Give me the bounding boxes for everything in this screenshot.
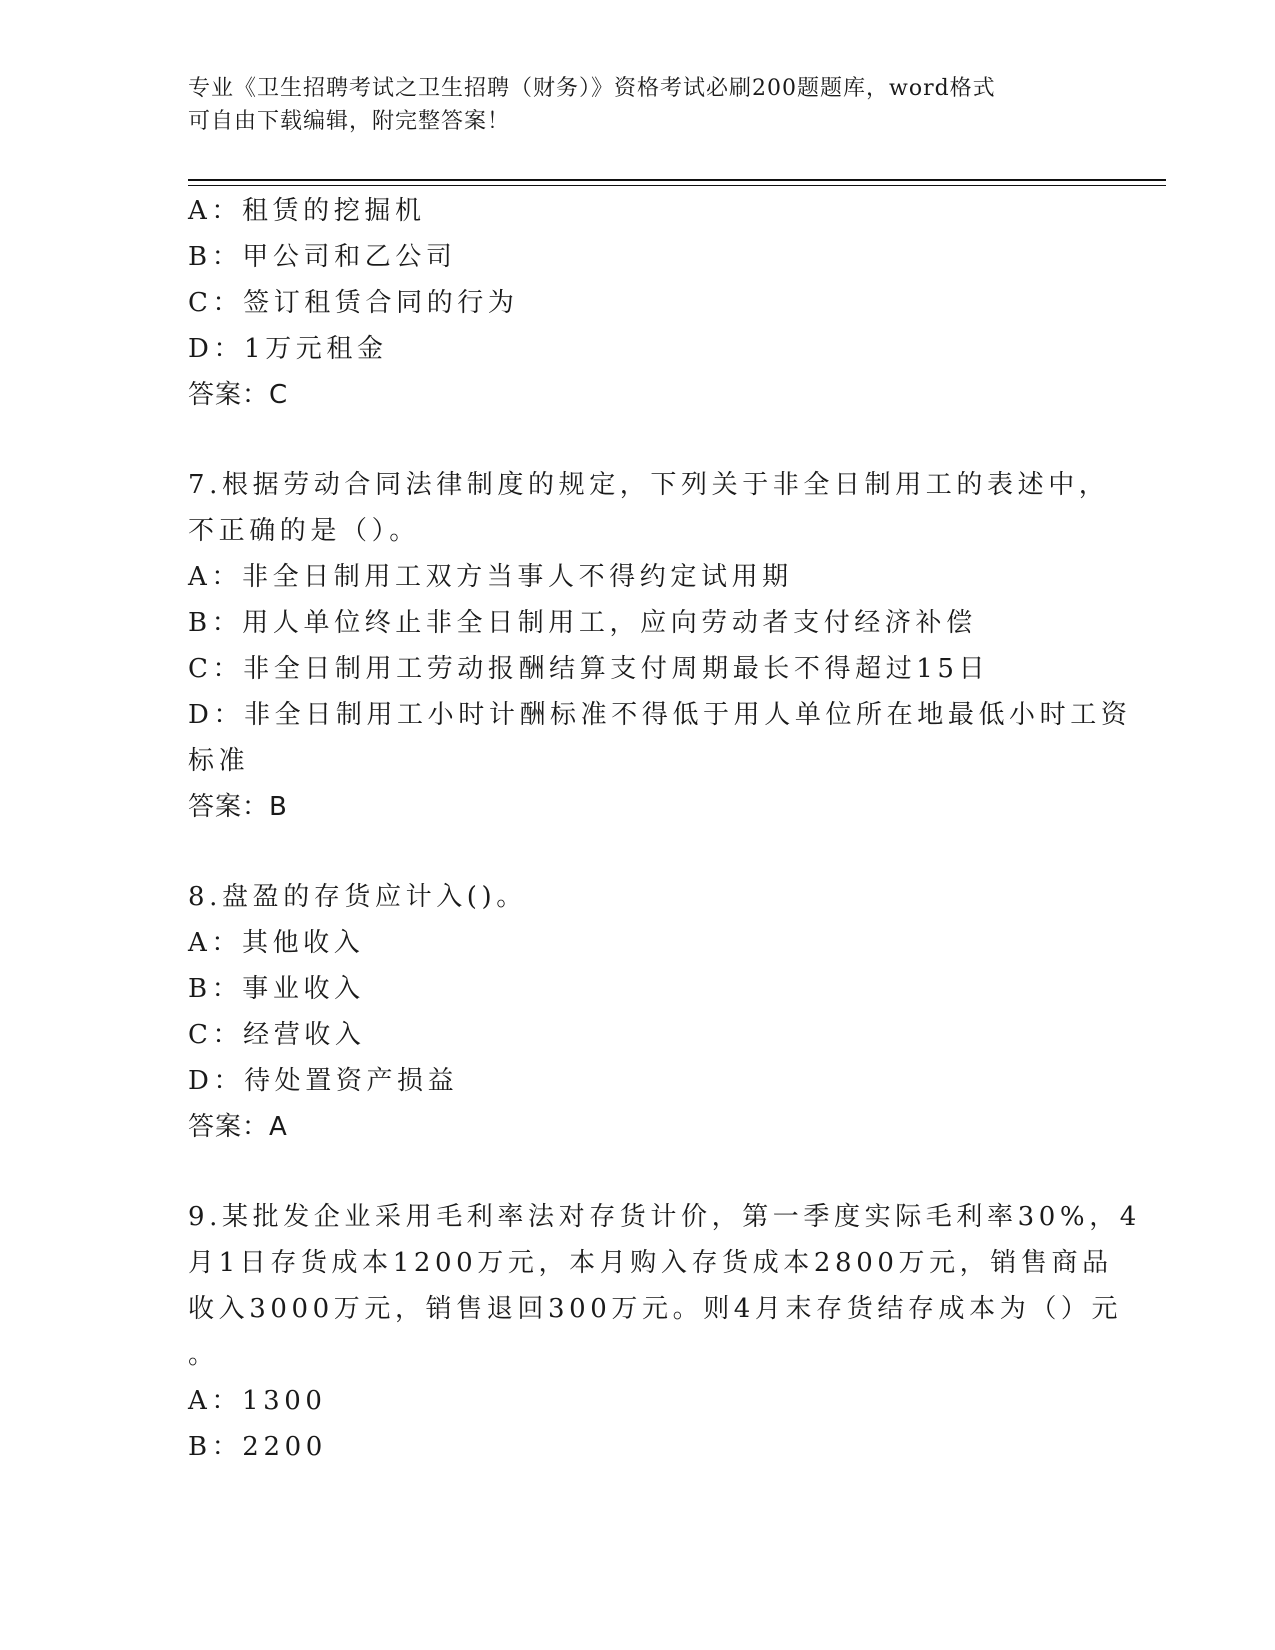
q7-stem-line-2: 不正确的是（）。 bbox=[188, 516, 420, 546]
document-header bbox=[188, 72, 1088, 138]
q7-option-b: B：用人单位终止非全日制用工，应向劳动者支付经济补偿 bbox=[188, 608, 977, 638]
q7-option-a: A：非全日制用工双方当事人不得约定试用期 bbox=[188, 562, 793, 592]
header-line-1: 专业《卫生招聘考试之卫生招聘（财务）》资格考试必刷200题题库，word格式 bbox=[188, 76, 996, 101]
q8-option-a: A：其他收入 bbox=[188, 928, 365, 958]
q9-option-a: A：1300 bbox=[188, 1386, 327, 1416]
q6-option-d: D：1万元租金 bbox=[188, 334, 388, 364]
header-rule-thin bbox=[188, 185, 1166, 186]
q9-stem-line-4: 。 bbox=[188, 1340, 219, 1370]
header-line-2: 可自由下载编辑，附完整答案！ bbox=[188, 109, 511, 134]
q7-option-d-line-2: 标准 bbox=[188, 746, 250, 776]
q6-option-b: B：甲公司和乙公司 bbox=[188, 242, 457, 272]
q8-answer: 答案：A bbox=[188, 1112, 288, 1142]
q8-option-c: C：经营收入 bbox=[188, 1020, 366, 1050]
q6-answer: 答案：C bbox=[188, 380, 289, 410]
q9-stem-line-2: 月1日存货成本1200万元，本月购入存货成本2800万元，销售商品 bbox=[188, 1248, 1113, 1278]
question-7 bbox=[188, 462, 1132, 830]
q9-stem-line-3: 收入3000万元，销售退回300万元。则4月末存货结存成本为（）元 bbox=[188, 1294, 1123, 1324]
q7-stem-line-1: 7.根据劳动合同法律制度的规定，下列关于非全日制用工的表述中， bbox=[188, 470, 1110, 500]
q6-option-c: C：签订租赁合同的行为 bbox=[188, 288, 519, 318]
q9-stem-line-1: 9.某批发企业采用毛利率法对存货计价，第一季度实际毛利率30%，4 bbox=[188, 1202, 1141, 1232]
question-content bbox=[188, 188, 1141, 1470]
q8-option-d: D：待处置资产损益 bbox=[188, 1066, 459, 1096]
q8-option-b: B：事业收入 bbox=[188, 974, 365, 1004]
q8-stem: 8.盘盈的存货应计入()。 bbox=[188, 882, 527, 912]
q9-option-b: B：2200 bbox=[188, 1432, 327, 1462]
question-6 bbox=[188, 188, 1088, 418]
question-9 bbox=[188, 1194, 1141, 1470]
question-8 bbox=[188, 874, 1088, 1150]
header-rule-thick bbox=[188, 179, 1166, 181]
q7-option-c: C：非全日制用工劳动报酬结算支付周期最长不得超过15日 bbox=[188, 654, 990, 684]
q6-option-a: A：租赁的挖掘机 bbox=[188, 196, 426, 226]
q7-option-d-line-1: D：非全日制用工小时计酬标准不得低于用人单位所在地最低小时工资 bbox=[188, 700, 1132, 730]
q7-answer: 答案：B bbox=[188, 792, 288, 822]
